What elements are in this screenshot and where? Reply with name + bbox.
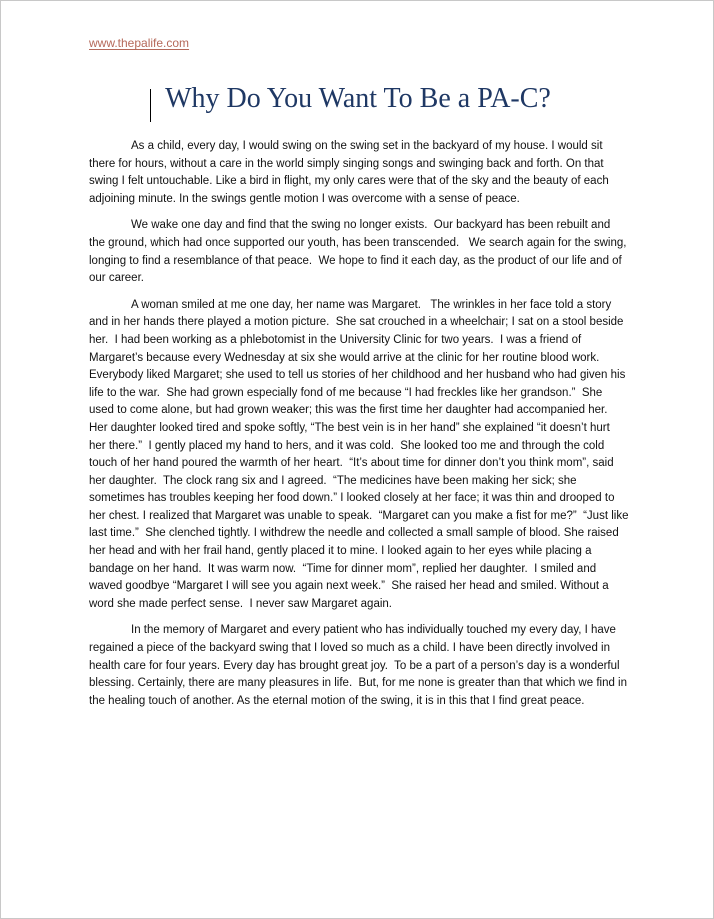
body-paragraph-4[interactable]: In the memory of Margaret and every patient who has individually touched my every day, I have regained a piece of the backyard swing that I loved so much as a child. I have been directly involved in health care for four years. Every day has brought great joy. To be a part of a person’s day is a wonderful blessing. Certainly, there are many pleasures in life. But, for me none is greater than that which we find in the healing touch of another. As the eternal motion of the swing, it is in this that I find great peace.: [89, 624, 631, 707]
document-body[interactable]: [89, 138, 632, 719]
document-title[interactable]: Why Do You Want To Be a PA-C?: [165, 83, 551, 114]
text-cursor: [150, 89, 151, 122]
body-paragraph-3[interactable]: A woman smiled at me one day, her name was Margaret. The wrinkles in her face told a story and in her hands there played a motion picture. She sat crouched in a wheelchair; I sat on a stool beside her. I had been working as a phlebotomist in the University Clinic for two years. I was a friend of Margaret’s because every Wednesday at six she would arrive at the clinic for her routine blood work. Everybody liked Margaret; she used to tell us stories of her childhood and her husband who had given his life to the war. She had grown especially fond of me because “I had freckles like her grandson.” She used to come alone, but had grown weaker; this was the first time her daughter had accompanied her. Her daughter looked tired and spoke softly, “The best vein is in her hand” she explained “it doesn’t hurt her there.” I gently placed my hand to hers, and it was cold. She looked too me and through the cold touch of her hand poured the warmth of her heart. “It’s about time for dinner don’t you think mom”, said her daughter. The clock rang six and I agreed. “The medicines have been making her sick; she sometimes has troubles keeping her food down.” I looked closely at her face; it was thin and drooped to her chest. I realized that Margaret was unable to speak. “Margaret can you make a fist for me?” “Just like last time.” She clenched tightly. I withdrew the needle and collected a small sample of blood. She raised her head and with her frail hand, gently placed it to mine. I looked again to her eyes while placing a bandage on her hand. It was warm now. “Time for dinner mom”, replied her daughter. I smiled and waved goodbye “Margaret I will see you again next week.” She raised her head and smiled. Without a word she made perfect sense. I never saw Margaret again.: [89, 298, 632, 610]
body-paragraph-2[interactable]: We wake one day and find that the swing no longer exists. Our backyard has been rebuilt and the ground, which had once supported our youth, has been transcended. We search again for the swing, longing to find a resemblance of that peace. We hope to find it each day, as the product of our life and of our career.: [89, 219, 630, 285]
header-website-link[interactable]: www.thepalife.com: [89, 36, 190, 50]
body-paragraph-1[interactable]: As a child, every day, I would swing on the swing set in the backyard of my house. I would sit there for hours, without a care in the world simply singing songs and swinging back and forth. On that swing I felt untouchable. Like a bird in flight, my only cares were that of the sky and the beauty of each adjoining minute. In the swings gentle motion I was overcome with a sense of peace.: [89, 140, 612, 205]
